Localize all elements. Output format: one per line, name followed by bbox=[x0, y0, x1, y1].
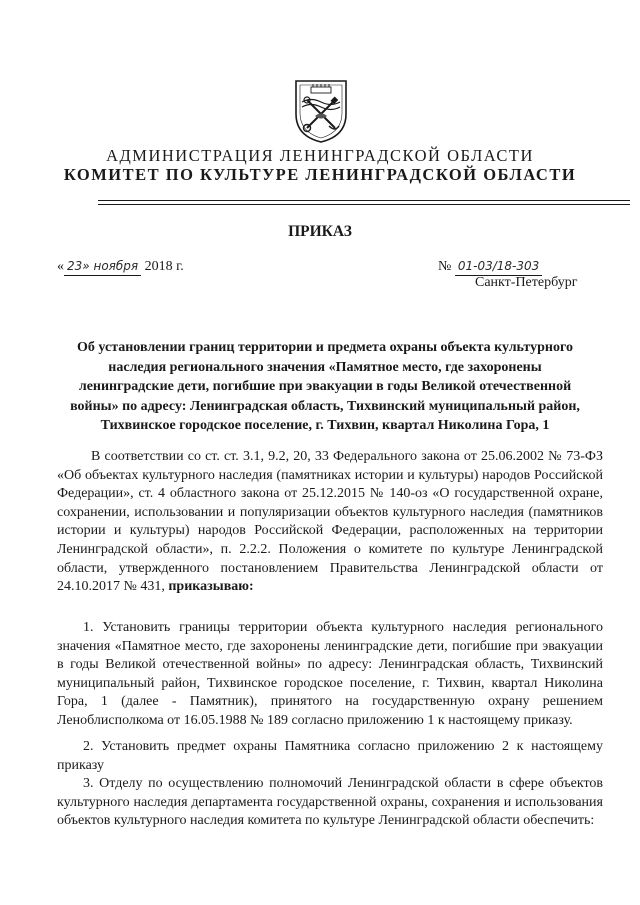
order-date bbox=[57, 257, 184, 276]
order-item-1-text: 1. Установить границы территории объекта культурного наследия регионального значения «Памятное место, где захоронены ленинградские дети, погибшие при эвакуации в годы Великой отечественной войны» по адресу: Ленинградская область, Тихвинский муниципальный район, Тихвинское городское поселение, г. Тихвин, квартал Николина Гора, 1 (далее - Памятник), принятого на государственную охрану решением Леноблисполкома от 16.05.1988 № 189 согласно приложению 1 к настоящему приказу. bbox=[57, 620, 603, 728]
committee-name: КОМИТЕТ ПО КУЛЬТУРЕ ЛЕНИНГРАДСКОЙ ОБЛАСТИ bbox=[63, 165, 577, 184]
date-open-quote: « bbox=[57, 259, 64, 274]
preamble-text: В соответствии со ст. ст. 3.1, 9.2, 20, 33 Федерального закона от 25.06.2002 № 73-ФЗ «Об объектах культурного наследия (памятниках истории и культуры) народов Российской Федерации», ст. 4 областного закона от 25.12.2015 № 140-оз «О государственной охране, сохранении, использовании и популяризации объектов культурного наследия (памятников истории и культуры) народов Российской Федерации, расположенных на территории Ленинградской области», п. 2.2.2. Положения о комитете по культуре Ленинградской области, утвержденного постановлением Правительства Ленинградской области от 24.10.2017 № 431, bbox=[57, 449, 603, 595]
order-item-3-text: 3. Отделу по осуществлению полномочий Ленинградской области в сфере объектов культурного наследия департамента государственной охраны, сохранения и использования объектов культурного наследия комитета по культуре Ленинградской области обеспечить: bbox=[57, 776, 603, 829]
order-item-3 bbox=[57, 775, 603, 831]
coat-of-arms-icon bbox=[293, 76, 349, 144]
city: Санкт-Петербург bbox=[475, 275, 578, 290]
date-year: 2018 г. bbox=[144, 259, 184, 274]
handwritten-date: 23» ноября bbox=[64, 257, 141, 276]
order-subject: Об установлении границ территории и предмета охраны объекта культурного наследия регионального значения «Памятное место, где захоронены ленинградские дети, погибшие при эвакуации в годы Великой отечественной войны» по адресу: Ленинградская область, Тихвинский муниципальный район, Тихвинское городское поселение, г. Тихвин, квартал Николина Гора, 1 bbox=[70, 340, 580, 434]
order-item-2 bbox=[57, 738, 603, 775]
header-divider bbox=[98, 200, 630, 201]
header-divider-thin bbox=[98, 204, 630, 205]
order-word: приказываю: bbox=[168, 579, 254, 595]
handwritten-number: 01-03/18-303 bbox=[455, 257, 542, 276]
document-title: ПРИКАЗ bbox=[288, 223, 352, 240]
organization-name: АДМИНИСТРАЦИЯ ЛЕНИНГРАДСКОЙ ОБЛАСТИ bbox=[106, 146, 534, 165]
preamble-paragraph bbox=[57, 448, 603, 597]
order-item-2-text: 2. Установить предмет охраны Памятника согласно приложению 2 к настоящему приказу bbox=[57, 739, 603, 773]
number-prefix: № bbox=[438, 259, 452, 274]
order-item-1 bbox=[57, 619, 603, 731]
